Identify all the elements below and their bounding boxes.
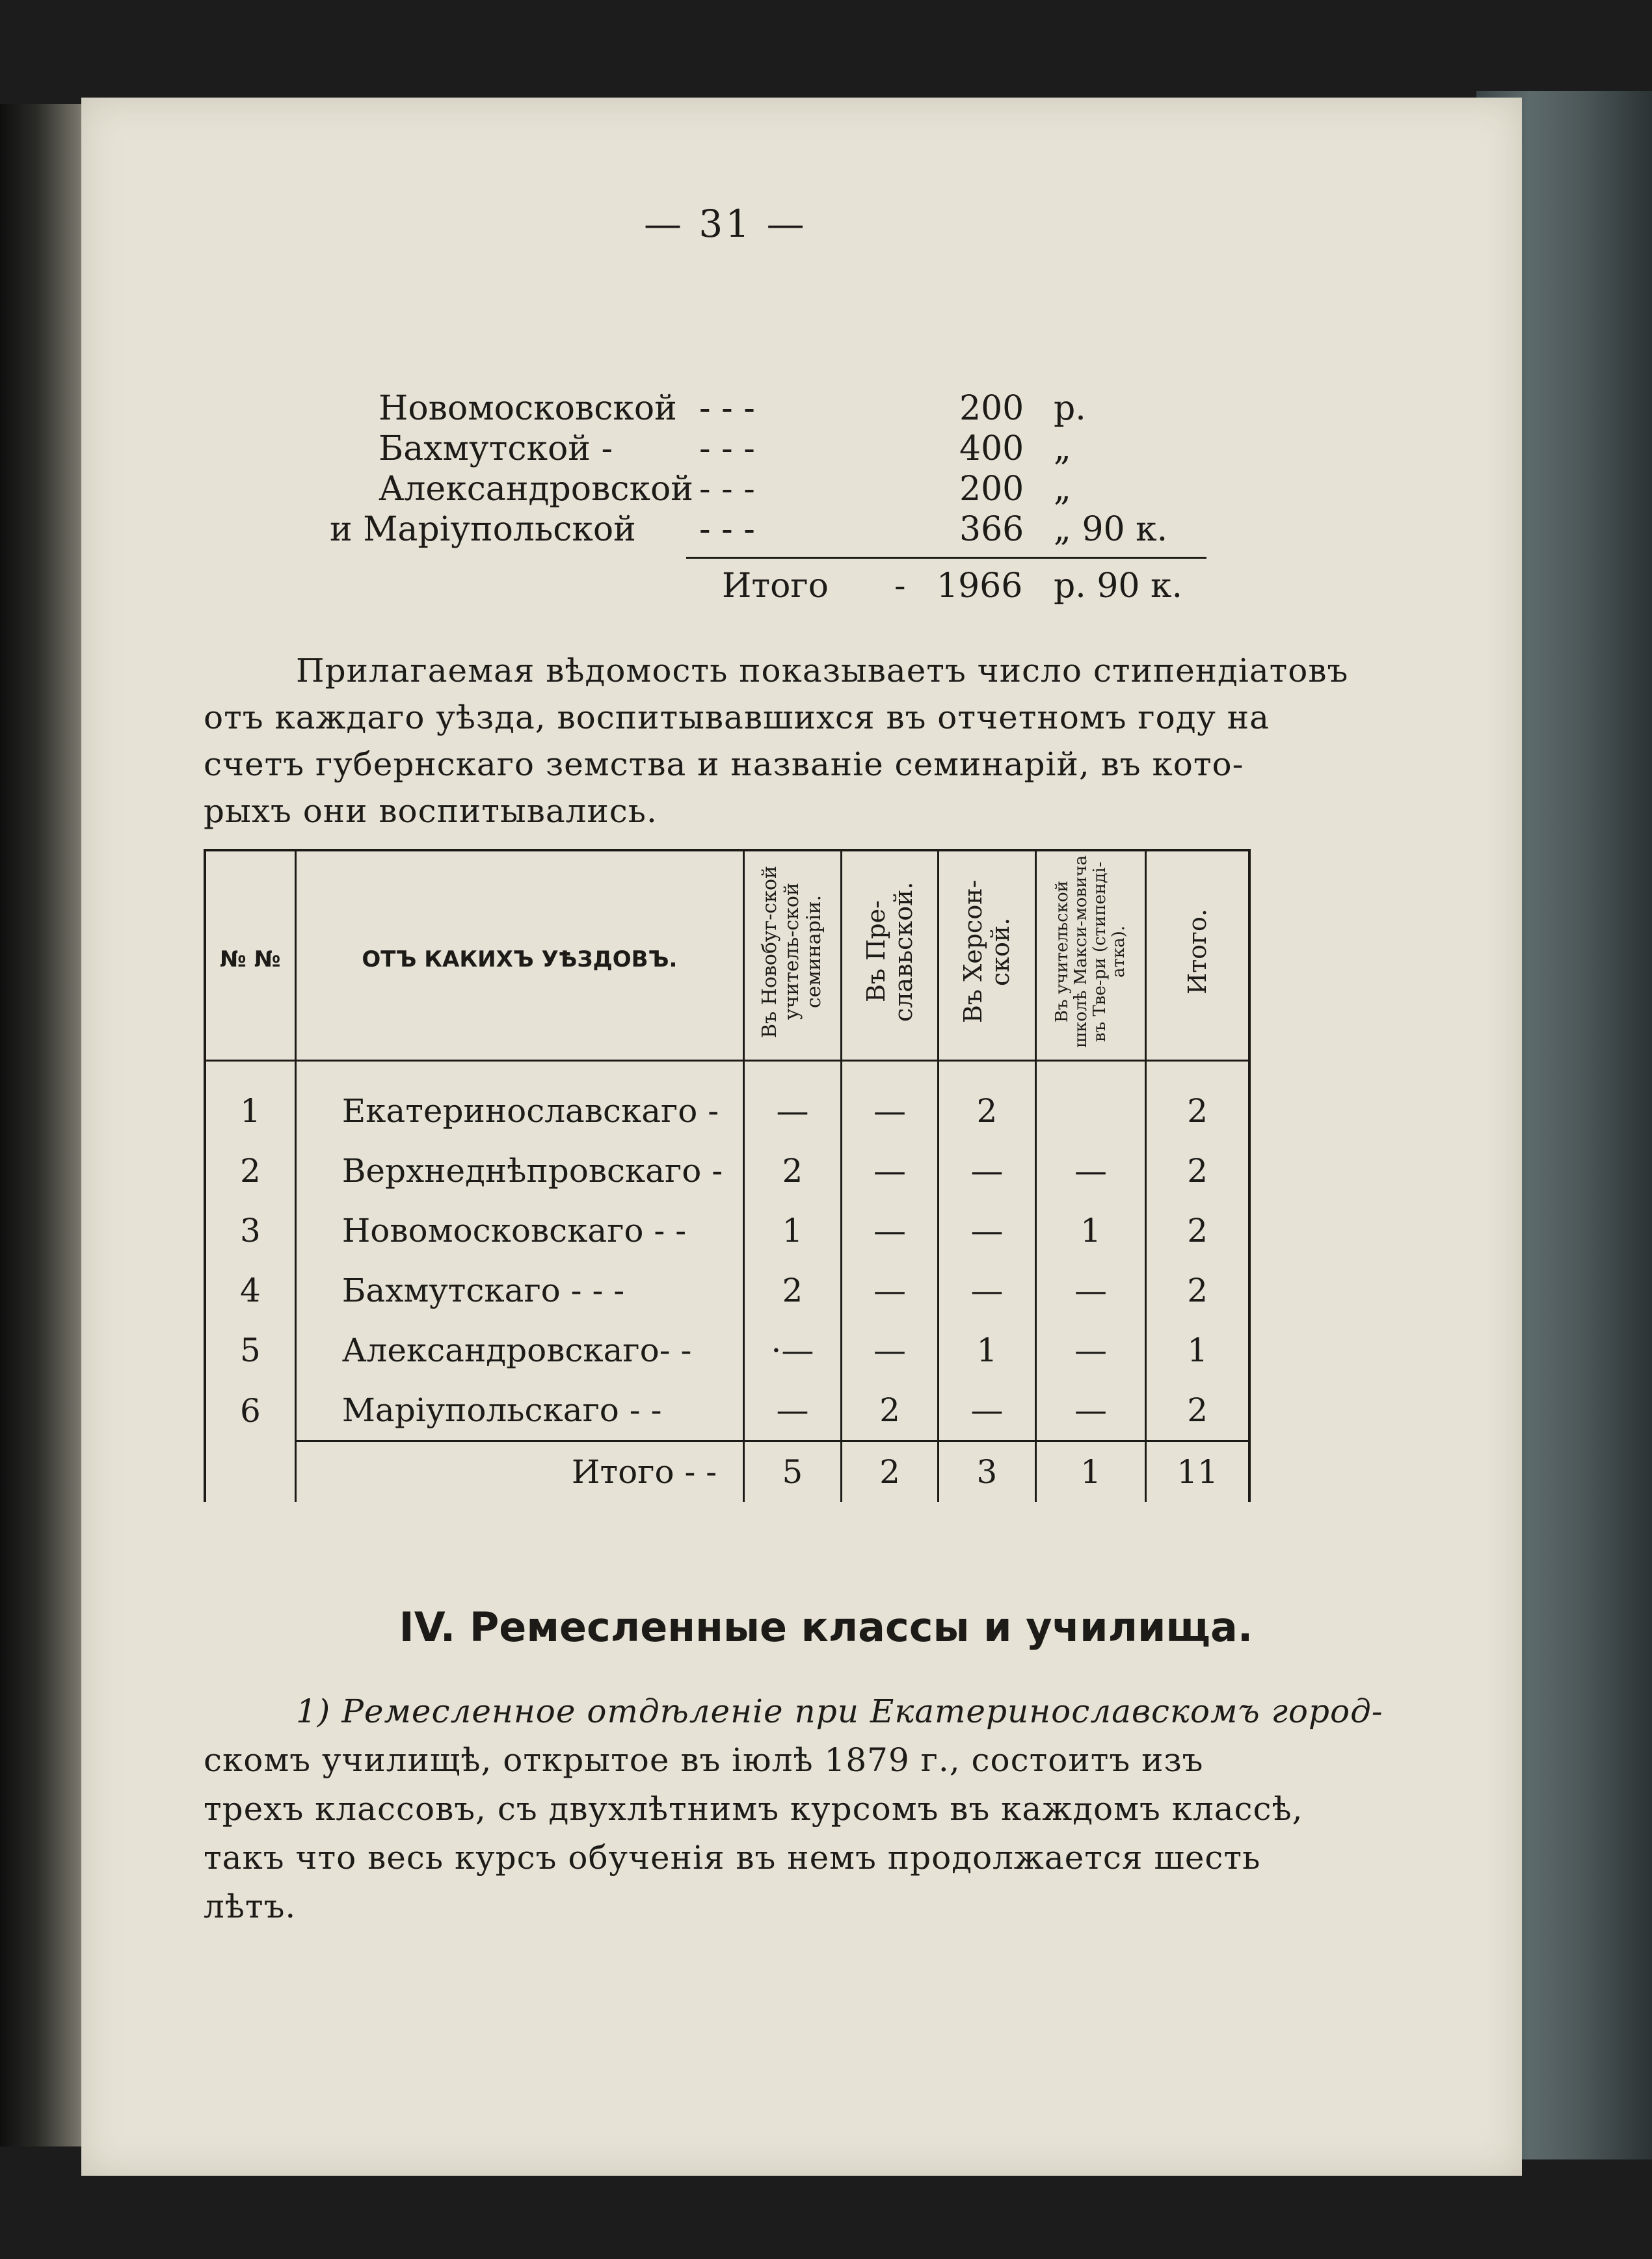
cell-total: 2 — [1146, 1261, 1249, 1320]
cell-preslav: — — [841, 1061, 938, 1142]
col-header-novobug: Въ Новобуг-ской учитель-ской семинаріи. — [744, 850, 842, 1061]
fund-amount: 400 — [959, 429, 1024, 468]
table-row — [205, 1380, 1249, 1441]
row-district: Бахмутскаго - - - — [295, 1261, 743, 1320]
stipend-table — [204, 849, 1251, 1502]
cell-maksimovich — [1035, 1061, 1146, 1142]
fund-amount: 366 — [959, 510, 1024, 549]
col-header-maksimovich: Въ учительской школѣ Макси-мовича въ Тве-ри (стипенді-атка). — [1035, 850, 1146, 1061]
fund-total-currency: р. 90 к. — [1054, 567, 1183, 606]
fund-amount: 200 — [959, 389, 1024, 428]
text-line: Прилагаемая вѣдомость показываетъ число стипендіатовъ — [296, 652, 1349, 689]
fund-name: и Маріупольской — [330, 510, 636, 549]
fund-currency: „ — [1054, 429, 1071, 468]
row-num: 5 — [205, 1320, 295, 1380]
section-title: IV. Ремесленные классы и училища. — [399, 1603, 1253, 1651]
fund-total-label: Итого — [722, 567, 829, 606]
fund-name: Александровской — [379, 470, 693, 509]
total-grand: 11 — [1146, 1441, 1249, 1503]
cell-novobug: ·— — [744, 1320, 842, 1380]
cell-total: 2 — [1146, 1201, 1249, 1261]
cell-kherson: 1 — [939, 1320, 1035, 1380]
cell-total: 2 — [1146, 1380, 1249, 1441]
cell-maksimovich: — — [1035, 1380, 1146, 1441]
cell-kherson: — — [939, 1201, 1035, 1261]
text-line: отъ каждаго уѣзда, воспитывавшихся въ отчетномъ году на — [204, 699, 1270, 736]
fund-dashes: - - - — [699, 429, 755, 468]
cell-kherson: 2 — [939, 1061, 1035, 1142]
total-label: Итого - - — [295, 1441, 743, 1503]
fund-total-amount: 1966 — [937, 567, 1023, 606]
row-num: 6 — [205, 1380, 295, 1441]
fund-currency: „ 90 к. — [1054, 510, 1168, 549]
row-num: 3 — [205, 1201, 295, 1261]
row-district: Екатеринославскаго - — [295, 1061, 743, 1142]
text-line: рыхъ они воспитывались. — [204, 792, 658, 830]
col-header-preslav: Въ Пре-славьской. — [841, 850, 938, 1061]
table-row — [205, 1061, 1249, 1142]
cell-preslav: — — [841, 1320, 938, 1380]
row-district: Новомосковскаго - - — [295, 1201, 743, 1261]
cell-total: 1 — [1146, 1320, 1249, 1380]
cell-novobug: 2 — [744, 1261, 842, 1320]
text-line: скомъ училищѣ, открытое въ іюлѣ 1879 г., состоитъ изъ — [204, 1741, 1204, 1779]
cell-kherson: — — [939, 1261, 1035, 1320]
cell-preslav: — — [841, 1261, 938, 1320]
row-num: 2 — [205, 1141, 295, 1201]
fund-dashes: - - - — [699, 470, 755, 509]
cell-maksimovich: — — [1035, 1141, 1146, 1201]
fund-name: Бахмутской - — [379, 429, 613, 468]
cell-novobug: — — [744, 1061, 842, 1142]
row-num: 4 — [205, 1261, 295, 1320]
fund-currency: р. — [1054, 389, 1086, 428]
row-district: Маріупольскаго - - — [295, 1380, 743, 1441]
total-kherson: 3 — [939, 1441, 1035, 1503]
table-total-row — [205, 1441, 1249, 1503]
fund-name: Новомосковской — [379, 389, 677, 428]
row-district: Верхнеднѣпровскаго - — [295, 1141, 743, 1201]
fund-dashes: - - - — [699, 389, 755, 428]
page-number: — 31 — — [644, 202, 807, 246]
col-header-kherson: Въ Херсон-ской. — [939, 850, 1035, 1061]
col-header-total: Итого. — [1146, 850, 1249, 1061]
cell-novobug: — — [744, 1380, 842, 1441]
text-line: лѣтъ. — [204, 1888, 297, 1925]
text-line: 1) Ремесленное отдѣленіе при Екатеринославскомъ город- — [296, 1692, 1383, 1730]
row-district: Александровскаго- - — [295, 1320, 743, 1380]
cell-total: 2 — [1146, 1141, 1249, 1201]
fund-amount: 200 — [959, 470, 1024, 509]
total-maksimovich: 1 — [1035, 1441, 1146, 1503]
fund-total-dash: - — [894, 567, 906, 606]
table-row — [205, 1261, 1249, 1320]
cell-novobug: 1 — [744, 1201, 842, 1261]
cell-preslav: — — [841, 1141, 938, 1201]
table-row — [205, 1201, 1249, 1261]
sum-rule — [686, 557, 1206, 559]
book-spine-left — [0, 104, 91, 2146]
cell-kherson: — — [939, 1380, 1035, 1441]
text-line: такъ что весь курсъ обученія въ немъ продолжается шесть — [204, 1839, 1261, 1877]
table-row — [205, 1141, 1249, 1201]
total-preslav: 2 — [841, 1441, 938, 1503]
cell-kherson: — — [939, 1141, 1035, 1201]
cell-maksimovich: — — [1035, 1320, 1146, 1380]
fund-currency: „ — [1054, 470, 1071, 509]
total-novobug: 5 — [744, 1441, 842, 1503]
cell-maksimovich: 1 — [1035, 1201, 1146, 1261]
cell-preslav: 2 — [841, 1380, 938, 1441]
col-header-num: № № — [205, 850, 295, 1061]
table-header-row — [205, 850, 1249, 1061]
cell-novobug: 2 — [744, 1141, 842, 1201]
cell-total: 2 — [1146, 1061, 1249, 1142]
text-line: трехъ классовъ, съ двухлѣтнимъ курсомъ въ каждомъ классѣ, — [204, 1790, 1303, 1828]
table-row — [205, 1320, 1249, 1380]
cell-preslav: — — [841, 1201, 938, 1261]
fund-dashes: - - - — [699, 510, 755, 549]
col-header-district: ОТЪ КАКИХЪ УѢЗДОВЪ. — [295, 850, 743, 1061]
text-line: счетъ губернскаго земства и названіе семинарій, въ кото- — [204, 745, 1244, 783]
cell-maksimovich: — — [1035, 1261, 1146, 1320]
row-num: 1 — [205, 1061, 295, 1142]
